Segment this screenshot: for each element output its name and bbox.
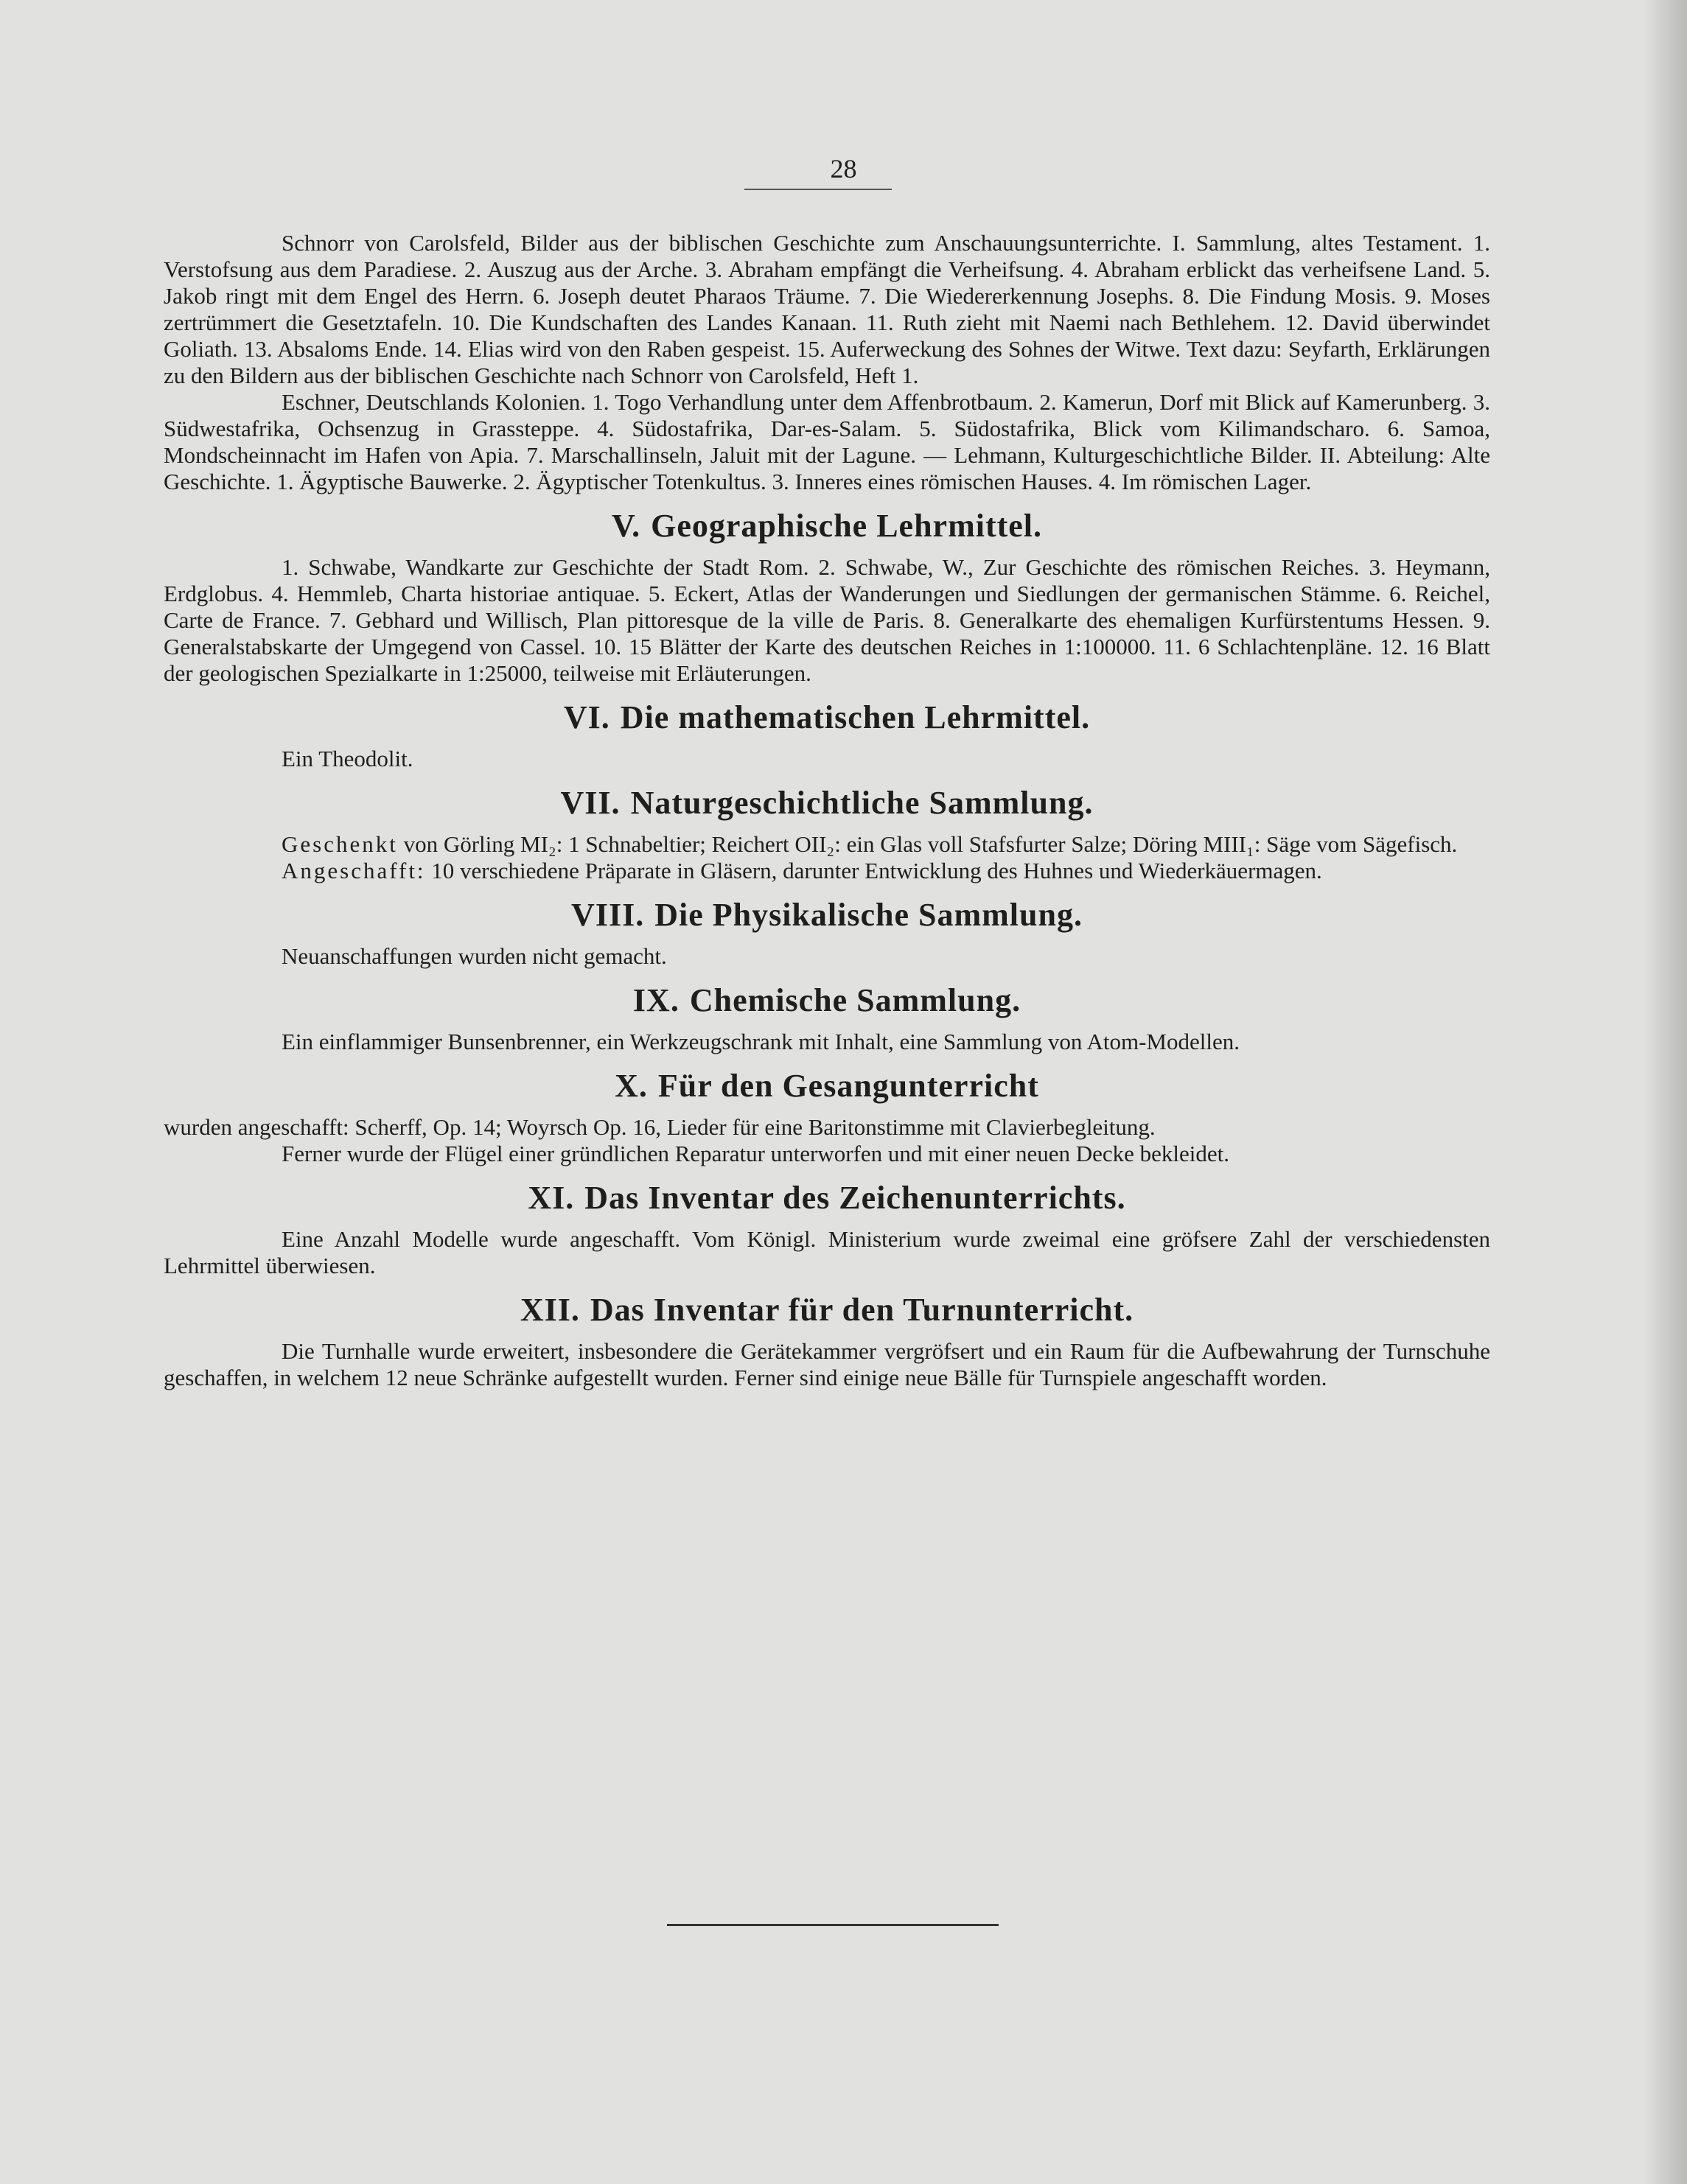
section-x-heading — [164, 1067, 1490, 1105]
section-viii-text: Neuanschaffungen wurden nicht gemacht. — [282, 943, 667, 969]
section-title: Naturgeschichtliche Sammlung. — [630, 785, 1094, 821]
section-xii-heading — [164, 1291, 1490, 1329]
section-number: IX. — [632, 982, 680, 1018]
page-content — [164, 230, 1490, 1391]
section-ix-heading — [164, 981, 1490, 1020]
section-title: Das Inventar des Zeichenunterrichts. — [584, 1180, 1126, 1216]
section-x-text-1: wurden angeschafft: Scherff, Op. 14; Woyrsch Op. 16, Lieder für eine Baritonstimme mit Clavierbegleitung. — [164, 1114, 1156, 1140]
section-title: Die Physikalische Sammlung. — [654, 897, 1083, 933]
section-title: Chemische Sammlung. — [689, 982, 1021, 1018]
page-number: 28 — [830, 154, 857, 183]
section-vii-gifts — [164, 831, 1490, 858]
section-number: VIII. — [571, 897, 645, 933]
binding-shadow — [1643, 0, 1687, 2184]
gifts-text: von Görling MI₂: 1 Schnabeltier; Reichert OII₂: ein Glas voll Stafsfurter Salze; Döring MIII₁: Säge vom Sägefisch. — [403, 831, 1458, 857]
eschner-paragraph: Eschner, Deutschlands Kolonien. 1. Togo Verhandlung unter dem Affenbrotbaum. 2. Kamerun, Dorf mit Blick auf Kamerunberg. 3. Südwestafrika, Ochsenzug in Grassteppe. 4. Südostafrika, Dar-es-Salam. 5. Südostafrika, Blick vom Kilimandscharo. 6. Samoa, Mondscheinnacht im Hafen von Apia. 7. Marschallinseln, Jaluit mit der Lagune. — Lehmann, Kulturgeschichtliche Bilder. II. Abteilung: Alte Geschichte. 1. Ägyptische Bauwerke. 2. Ägyptischer Totenkultus. 3. Inneres eines römischen Hauses. 4. Im römischen Lager. — [164, 389, 1490, 494]
section-number: X. — [615, 1068, 648, 1104]
section-title: Für den Gesangunterricht — [657, 1068, 1039, 1104]
section-xi-text: Eine Anzahl Modelle wurde angeschafft. Vom Königl. Ministerium wurde zweimal eine gröfsere Zahl der verschiedensten Lehrmittel überwiesen. — [164, 1226, 1490, 1278]
section-vii-heading — [164, 784, 1490, 822]
section-v-text: 1. Schwabe, Wandkarte zur Geschichte der Stadt Rom. 2. Schwabe, W., Zur Geschichte des römischen Reiches. 3. Heymann, Erdglobus. 4. Hemmleb, Charta historiae antiquae. 5. Eckert, Atlas der Wanderungen und Siedlungen der germanischen Stämme. 6. Reichel, Carte de France. 7. Gebhard und Willisch, Plan pittoresque de la ville de Paris. 8. Generalkarte des ehemaligen Kurfürstentums Hessen. 9. Generalstabskarte der Umgegend von Cassel. 10. 15 Blätter der Karte des deutschen Reiches in 1:100000. 11. 6 Schlachtenpläne. 12. 16 Blatt der geologischen Spezialkarte in 1:25000, teilweise mit Erläuterungen. — [164, 554, 1490, 686]
section-xi-heading — [164, 1179, 1490, 1217]
section-vi-text: Ein Theodolit. — [282, 746, 413, 771]
section-viii-heading — [164, 896, 1490, 934]
section-title: Geographische Lehrmittel. — [651, 508, 1043, 544]
section-x-text-2: Ferner wurde der Flügel einer gründlichen Reparatur unterworfen und mit einer neuen Decke bekleidet. — [282, 1141, 1230, 1166]
section-vi-heading — [164, 699, 1490, 737]
section-number: VI. — [563, 699, 610, 735]
section-number: XI. — [528, 1180, 575, 1216]
section-xii-text: Die Turnhalle wurde erweitert, insbesondere die Gerätekammer vergröfsert und ein Raum für die Aufbewahrung der Turnschuhe geschaffen, in welchem 12 neue Schränke aufgestellt wurden. Ferner sind einige neue Bälle für Turnspiele angeschafft worden. — [164, 1338, 1490, 1390]
gifts-label: Geschenkt — [282, 831, 398, 857]
section-title: Das Inventar für den Turnunterricht. — [590, 1292, 1134, 1328]
schnorr-paragraph: Schnorr von Carolsfeld, Bilder aus der biblischen Geschichte zum Anschauungsunterrichte. I. Sammlung, altes Testament. 1. Verstofsung aus dem Paradiese. 2. Auszug aus der Arche. 3. Abraham empfängt die Verheifsung. 4. Abraham erblickt das verheifsene Land. 5. Jakob ringt mit dem Engel des Herrn. 6. Joseph deutet Pharaos Träume. 7. Die Wiedererkennung Josephs. 8. Die Findung Mosis. 9. Moses zertrümmert die Gesetztafeln. 10. Die Kundschaften des Landes Kanaan. 11. Ruth zieht mit Naemi nach Bethlehem. 12. David überwindet Goliath. 13. Absaloms Ende. 14. Elias wird von den Raben gespeist. 15. Auferweckung des Sohnes der Witwe. Text dazu: Seyfarth, Erklärungen zu den Bildern aus der biblischen Geschichte nach Schnorr von Carolsfeld, Heft 1. — [164, 230, 1490, 388]
purchases-text: 10 verschiedene Präparate in Gläsern, darunter Entwicklung des Huhnes und Wiederkäuermagen. — [431, 858, 1322, 883]
section-number: XII. — [520, 1292, 580, 1328]
header-rule — [744, 189, 892, 190]
section-ix-text: Ein einflammiger Bunsenbrenner, ein Werkzeugschrank mit Inhalt, eine Sammlung von Atom-Modellen. — [282, 1029, 1240, 1054]
section-number: VII. — [560, 785, 621, 821]
section-number: V. — [611, 508, 641, 544]
section-v-heading — [164, 507, 1490, 545]
end-rule — [667, 1924, 999, 1926]
section-vii-purchases — [164, 858, 1490, 884]
section-title: Die mathematischen Lehrmittel. — [620, 699, 1091, 735]
purchases-label: Angeschafft: — [282, 858, 426, 883]
